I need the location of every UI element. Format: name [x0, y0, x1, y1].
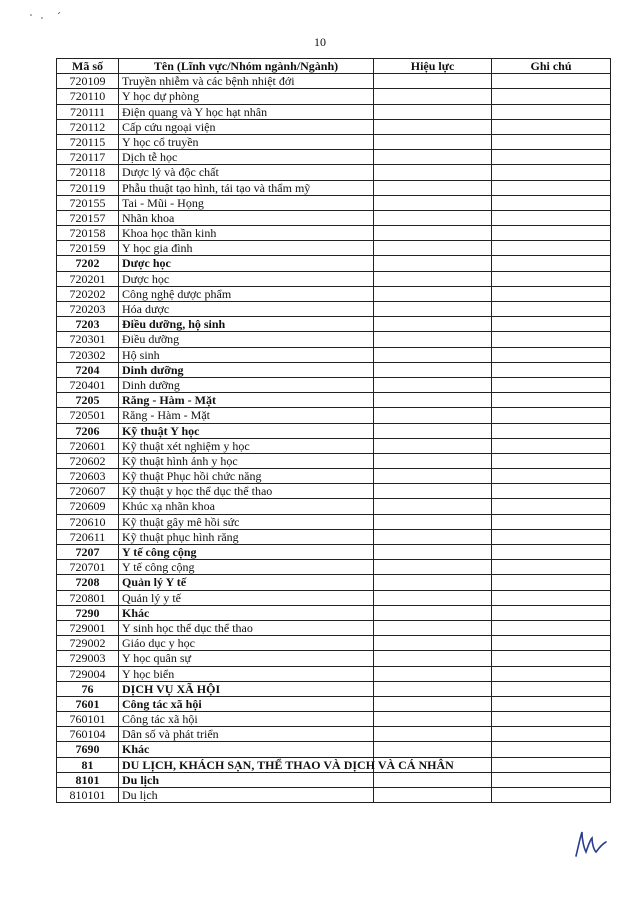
cell-name: Công tác xã hội: [119, 696, 374, 711]
cell-name: Truyền nhiễm và các bệnh nhiệt đới: [119, 74, 374, 89]
table-row: [57, 74, 611, 89]
cell-note: [492, 89, 611, 104]
cell-note: [492, 332, 611, 347]
cell-name: Dinh dưỡng: [119, 377, 374, 392]
cell-note: [492, 104, 611, 119]
cell-code: 720118: [57, 165, 119, 180]
cell-validity: [374, 484, 492, 499]
table-group-row: [57, 772, 611, 787]
cell-code: 720302: [57, 347, 119, 362]
cell-name: Quản lý y tế: [119, 590, 374, 605]
cell-validity: [374, 696, 492, 711]
cell-validity: [374, 469, 492, 484]
cell-code: 720159: [57, 241, 119, 256]
cell-note: [492, 636, 611, 651]
handwritten-initials: [572, 828, 608, 860]
cell-validity: [374, 362, 492, 377]
cell-validity: [374, 332, 492, 347]
cell-note: [492, 788, 611, 803]
table-row: [57, 529, 611, 544]
cell-code: 729002: [57, 636, 119, 651]
cell-validity: [374, 772, 492, 787]
table-group-row: [57, 317, 611, 332]
table-row: [57, 727, 611, 742]
cell-validity: [374, 89, 492, 104]
program-code-table: [56, 58, 611, 803]
cell-code: 720155: [57, 195, 119, 210]
cell-validity: [374, 742, 492, 757]
cell-name: Dinh dưỡng: [119, 362, 374, 377]
cell-validity: [374, 408, 492, 423]
cell-name: Y học quân sự: [119, 651, 374, 666]
table-group-row: [57, 545, 611, 560]
table-row: [57, 332, 611, 347]
cell-code: 720601: [57, 438, 119, 453]
table-row: [57, 469, 611, 484]
cell-note: [492, 742, 611, 757]
cell-validity: [374, 165, 492, 180]
cell-validity: [374, 377, 492, 392]
table-body: [57, 74, 611, 803]
cell-validity: [374, 636, 492, 651]
table-row: [57, 651, 611, 666]
cell-code: 7601: [57, 696, 119, 711]
cell-note: [492, 666, 611, 681]
table-group-row: [57, 362, 611, 377]
cell-note: [492, 651, 611, 666]
cell-validity: [374, 529, 492, 544]
cell-name: Tai - Mũi - Họng: [119, 195, 374, 210]
cell-name: Du lịch: [119, 788, 374, 803]
cell-note: [492, 712, 611, 727]
cell-note: [492, 696, 611, 711]
table-row: [57, 286, 611, 301]
cell-code: 720401: [57, 377, 119, 392]
cell-validity: [374, 104, 492, 119]
table-row: [57, 180, 611, 195]
table-row: [57, 636, 611, 651]
cell-name: Hộ sinh: [119, 347, 374, 362]
cell-note: [492, 529, 611, 544]
cell-code: 720607: [57, 484, 119, 499]
table-row: [57, 226, 611, 241]
cell-code: 7290: [57, 605, 119, 620]
cell-note: [492, 347, 611, 362]
table-group-row: [57, 696, 611, 711]
cell-validity: [374, 499, 492, 514]
cell-code: 720115: [57, 134, 119, 149]
cell-note: [492, 575, 611, 590]
table-header-row: [57, 59, 611, 74]
cell-code: 720603: [57, 469, 119, 484]
cell-code: 7205: [57, 393, 119, 408]
cell-name: Y học gia đình: [119, 241, 374, 256]
cell-code: 720203: [57, 302, 119, 317]
cell-code: 720110: [57, 89, 119, 104]
table-row: [57, 150, 611, 165]
cell-note: [492, 134, 611, 149]
cell-code: 720119: [57, 180, 119, 195]
table-row: [57, 241, 611, 256]
cell-validity: [374, 560, 492, 575]
table-row: [57, 788, 611, 803]
cell-name: DU LỊCH, KHÁCH SẠN, THỂ THAO VÀ DỊCH VÀ CÁ NHÂN: [119, 757, 374, 772]
cell-note: [492, 317, 611, 332]
cell-note: [492, 560, 611, 575]
header-validity: Hiệu lực: [374, 59, 492, 74]
cell-code: 720609: [57, 499, 119, 514]
cell-name: Dược lý và độc chất: [119, 165, 374, 180]
cell-note: [492, 590, 611, 605]
cell-validity: [374, 514, 492, 529]
cell-code: 720501: [57, 408, 119, 423]
cell-code: 720117: [57, 150, 119, 165]
cell-code: 7207: [57, 545, 119, 560]
table-row: [57, 302, 611, 317]
cell-note: [492, 393, 611, 408]
cell-validity: [374, 226, 492, 241]
cell-name: Kỹ thuật y học thể dục thể thao: [119, 484, 374, 499]
table-group-row: [57, 757, 611, 772]
table-row: [57, 271, 611, 286]
cell-note: [492, 438, 611, 453]
cell-note: [492, 681, 611, 696]
cell-name: Y tế công cộng: [119, 560, 374, 575]
cell-code: 7206: [57, 423, 119, 438]
cell-note: [492, 423, 611, 438]
table-group-row: [57, 256, 611, 271]
cell-name: Dân số và phát triển: [119, 727, 374, 742]
cell-validity: [374, 134, 492, 149]
cell-validity: [374, 347, 492, 362]
cell-name: Kỹ thuật phục hình răng: [119, 529, 374, 544]
table-row: [57, 620, 611, 635]
table-row: [57, 514, 611, 529]
cell-code: 7204: [57, 362, 119, 377]
cell-code: 720201: [57, 271, 119, 286]
cell-code: 76: [57, 681, 119, 696]
cell-name: Công nghệ dược phẩm: [119, 286, 374, 301]
cell-note: [492, 484, 611, 499]
cell-name: Điều dưỡng: [119, 332, 374, 347]
cell-name: Y học biển: [119, 666, 374, 681]
cell-validity: [374, 620, 492, 635]
cell-note: [492, 545, 611, 560]
cell-note: [492, 150, 611, 165]
cell-name: Y sinh học thể dục thể thao: [119, 620, 374, 635]
cell-note: [492, 226, 611, 241]
cell-validity: [374, 74, 492, 89]
table-row: [57, 484, 611, 499]
cell-code: 81: [57, 757, 119, 772]
table-row: [57, 119, 611, 134]
cell-name: Điện quang và Y học hạt nhân: [119, 104, 374, 119]
cell-code: 7690: [57, 742, 119, 757]
cell-validity: [374, 317, 492, 332]
cell-note: [492, 499, 611, 514]
cell-name: Cấp cứu ngoại viện: [119, 119, 374, 134]
cell-validity: [374, 256, 492, 271]
cell-name: Du lịch: [119, 772, 374, 787]
cell-name: Răng - Hàm - Mặt: [119, 393, 374, 408]
table-row: [57, 408, 611, 423]
table-row: [57, 347, 611, 362]
cell-name: Y học dự phòng: [119, 89, 374, 104]
cell-validity: [374, 271, 492, 286]
cell-validity: [374, 195, 492, 210]
table-group-row: [57, 605, 611, 620]
table-row: [57, 590, 611, 605]
cell-validity: [374, 393, 492, 408]
cell-code: 729001: [57, 620, 119, 635]
cell-name: Quản lý Y tế: [119, 575, 374, 590]
cell-validity: [374, 119, 492, 134]
table-row: [57, 712, 611, 727]
table-row: [57, 499, 611, 514]
cell-note: [492, 195, 611, 210]
cell-note: [492, 256, 611, 271]
table-row: [57, 666, 611, 681]
cell-validity: [374, 150, 492, 165]
cell-code: 720157: [57, 210, 119, 225]
cell-validity: [374, 438, 492, 453]
cell-name: Dịch tễ học: [119, 150, 374, 165]
cell-name: Hóa dược: [119, 302, 374, 317]
table-group-row: [57, 575, 611, 590]
scan-mark: [28, 8, 68, 22]
header-code: Mã số: [57, 59, 119, 74]
cell-note: [492, 605, 611, 620]
cell-validity: [374, 727, 492, 742]
cell-note: [492, 74, 611, 89]
cell-validity: [374, 712, 492, 727]
table-group-row: [57, 742, 611, 757]
page-number: 10: [314, 35, 326, 49]
cell-name: Y học cổ truyền: [119, 134, 374, 149]
cell-note: [492, 757, 611, 772]
cell-code: 720301: [57, 332, 119, 347]
cell-name: Điều dưỡng, hộ sinh: [119, 317, 374, 332]
cell-code: 720112: [57, 119, 119, 134]
table-row: [57, 560, 611, 575]
cell-validity: [374, 302, 492, 317]
cell-name: Kỹ thuật gây mê hồi sức: [119, 514, 374, 529]
cell-note: [492, 408, 611, 423]
cell-code: 720801: [57, 590, 119, 605]
cell-validity: [374, 210, 492, 225]
cell-validity: [374, 545, 492, 560]
cell-note: [492, 514, 611, 529]
cell-code: 720109: [57, 74, 119, 89]
cell-code: 7202: [57, 256, 119, 271]
table-group-row: [57, 423, 611, 438]
cell-code: 720610: [57, 514, 119, 529]
cell-name: Nhãn khoa: [119, 210, 374, 225]
cell-code: 720602: [57, 453, 119, 468]
cell-name: Khoa học thần kinh: [119, 226, 374, 241]
cell-code: 8101: [57, 772, 119, 787]
cell-note: [492, 377, 611, 392]
cell-code: 720111: [57, 104, 119, 119]
cell-name: Răng - Hàm - Mặt: [119, 408, 374, 423]
cell-name: Khác: [119, 605, 374, 620]
table-row: [57, 453, 611, 468]
cell-code: 729003: [57, 651, 119, 666]
cell-note: [492, 241, 611, 256]
table-row: [57, 134, 611, 149]
cell-validity: [374, 681, 492, 696]
table-group-row: [57, 393, 611, 408]
cell-note: [492, 286, 611, 301]
cell-name: Kỹ thuật xét nghiệm y học: [119, 438, 374, 453]
cell-code: 720611: [57, 529, 119, 544]
cell-note: [492, 180, 611, 195]
cell-code: 760104: [57, 727, 119, 742]
cell-name: Kỹ thuật Phục hồi chức năng: [119, 469, 374, 484]
cell-validity: [374, 605, 492, 620]
cell-name: DỊCH VỤ XÃ HỘI: [119, 681, 374, 696]
table-row: [57, 195, 611, 210]
cell-validity: [374, 241, 492, 256]
cell-validity: [374, 651, 492, 666]
table-row: [57, 89, 611, 104]
cell-name: Khác: [119, 742, 374, 757]
cell-validity: [374, 453, 492, 468]
cell-note: [492, 271, 611, 286]
table-row: [57, 104, 611, 119]
table-row: [57, 438, 611, 453]
cell-validity: [374, 666, 492, 681]
cell-note: [492, 727, 611, 742]
cell-name: Dược học: [119, 256, 374, 271]
cell-note: [492, 620, 611, 635]
cell-note: [492, 362, 611, 377]
cell-name: Khúc xạ nhãn khoa: [119, 499, 374, 514]
cell-validity: [374, 286, 492, 301]
cell-code: 720701: [57, 560, 119, 575]
cell-code: 720158: [57, 226, 119, 241]
cell-code: 729004: [57, 666, 119, 681]
cell-name: Kỹ thuật Y học: [119, 423, 374, 438]
cell-note: [492, 165, 611, 180]
cell-name: Giáo dục y học: [119, 636, 374, 651]
cell-note: [492, 453, 611, 468]
cell-code: 7203: [57, 317, 119, 332]
cell-note: [492, 302, 611, 317]
table-row: [57, 210, 611, 225]
cell-validity: [374, 788, 492, 803]
cell-note: [492, 210, 611, 225]
header-note: Ghi chú: [492, 59, 611, 74]
cell-name: Y tế công cộng: [119, 545, 374, 560]
table-group-row: [57, 681, 611, 696]
cell-name: Công tác xã hội: [119, 712, 374, 727]
cell-validity: [374, 180, 492, 195]
cell-note: [492, 772, 611, 787]
header-name: Tên (Lĩnh vực/Nhóm ngành/Ngành): [119, 59, 374, 74]
cell-name: Dược học: [119, 271, 374, 286]
cell-validity: [374, 590, 492, 605]
cell-name: Kỹ thuật hình ảnh y học: [119, 453, 374, 468]
cell-note: [492, 469, 611, 484]
table-row: [57, 377, 611, 392]
cell-code: 810101: [57, 788, 119, 803]
cell-note: [492, 119, 611, 134]
cell-code: 760101: [57, 712, 119, 727]
cell-code: 7208: [57, 575, 119, 590]
cell-validity: [374, 575, 492, 590]
table-row: [57, 165, 611, 180]
cell-code: 720202: [57, 286, 119, 301]
cell-validity: [374, 423, 492, 438]
cell-name: Phẫu thuật tạo hình, tái tạo và thẩm mỹ: [119, 180, 374, 195]
